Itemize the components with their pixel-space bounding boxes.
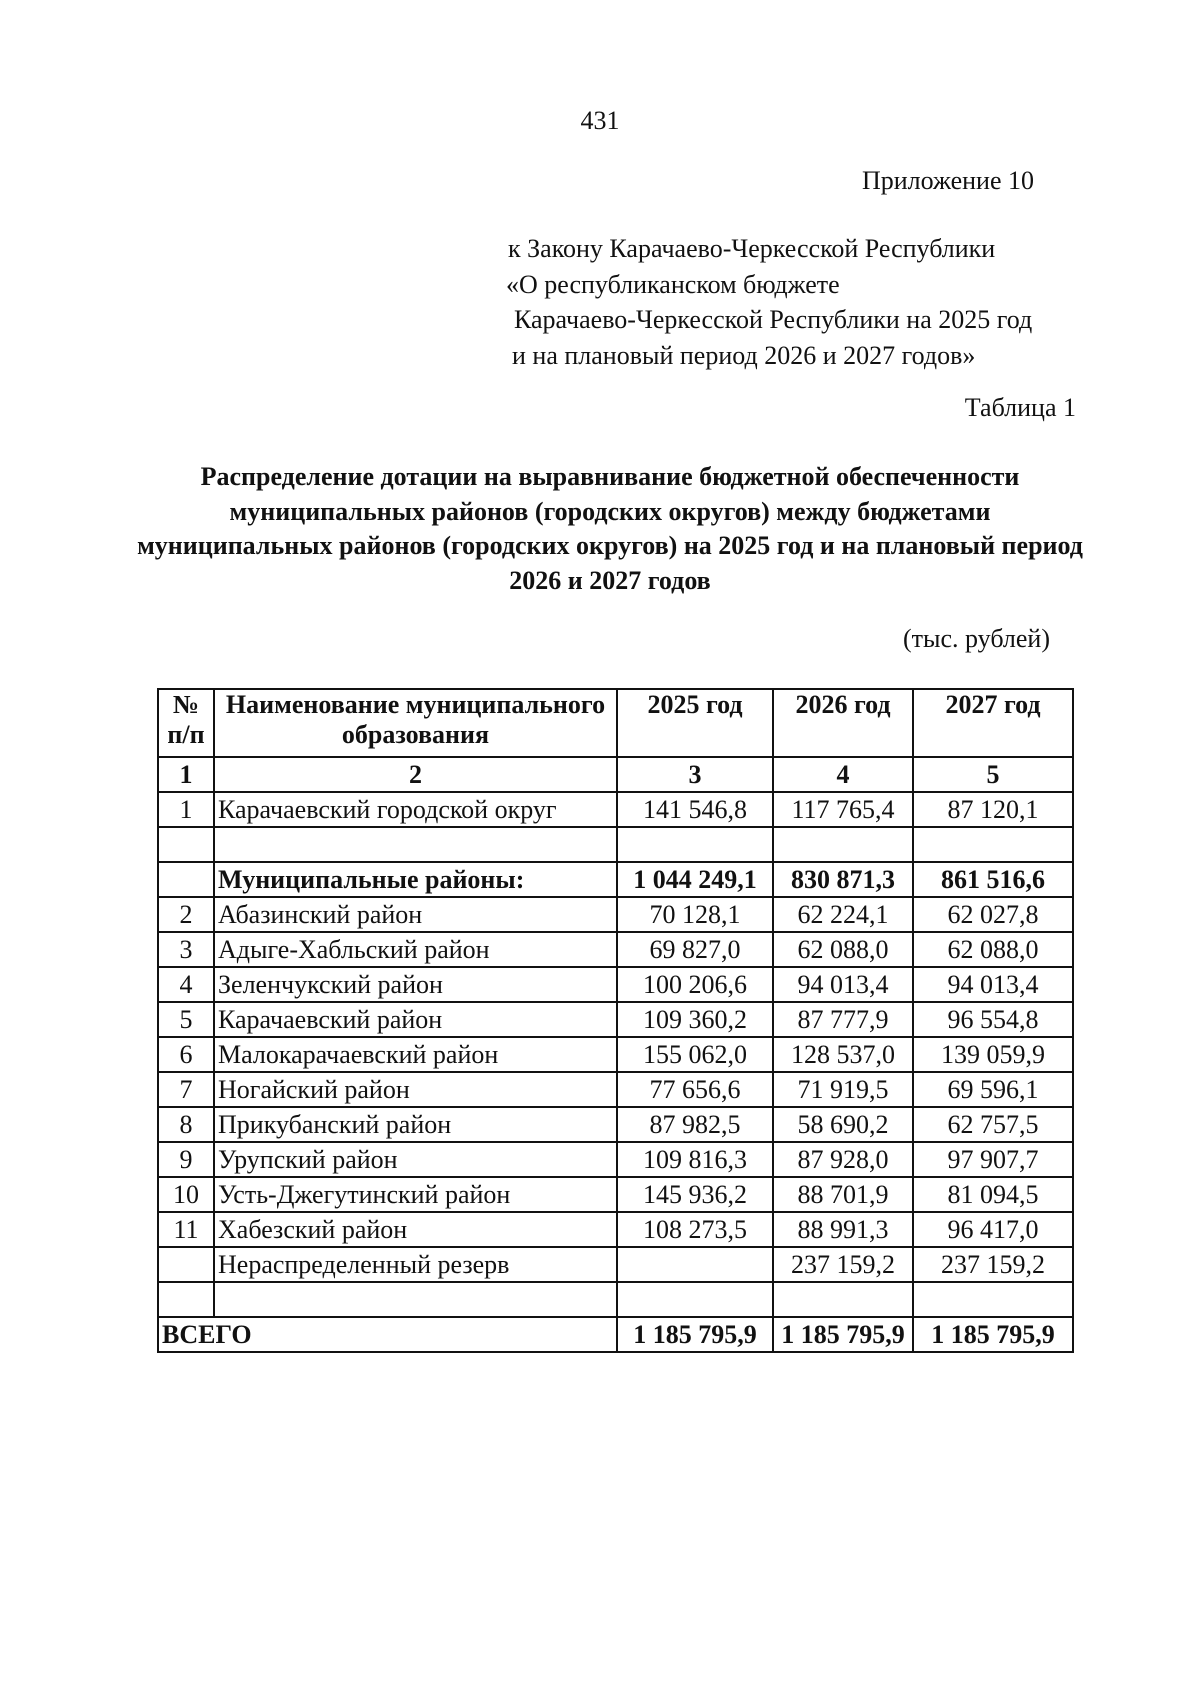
row-number: 9 (158, 1142, 214, 1177)
table-row (158, 1247, 1073, 1282)
row-2025: 109 360,2 (617, 1002, 773, 1037)
row-name: Нераспределенный резерв (214, 1247, 617, 1282)
table-label: Таблица 1 (964, 393, 1076, 422)
row-2026: 830 871,3 (773, 862, 913, 897)
row-2026: 88 991,3 (773, 1212, 913, 1247)
row-2025: 100 206,6 (617, 967, 773, 1002)
row-2025 (617, 827, 773, 862)
table-row (158, 1072, 1073, 1107)
law-reference (508, 231, 1032, 373)
row-2026: 87 777,9 (773, 1002, 913, 1037)
row-2025: 108 273,5 (617, 1212, 773, 1247)
row-2026 (773, 1282, 913, 1317)
row-name: Усть-Джегутинский район (214, 1177, 617, 1212)
units-label: (тыс. рублей) (902, 624, 1050, 653)
row-number (158, 1282, 214, 1317)
row-2027: 139 059,9 (913, 1037, 1073, 1072)
row-2025: 69 827,0 (617, 932, 773, 967)
table-row (158, 1107, 1073, 1142)
row-2027: 62 757,5 (913, 1107, 1073, 1142)
row-2026: 58 690,2 (773, 1107, 913, 1142)
header-number: № п/п (158, 689, 214, 757)
column-number-row (158, 757, 1073, 792)
row-2025 (617, 1282, 773, 1317)
row-name: Карачаевский городской округ (214, 792, 617, 827)
table-header-row (158, 689, 1073, 757)
row-name: Урупский район (214, 1142, 617, 1177)
row-name (214, 1282, 617, 1317)
total-2026: 1 185 795,9 (773, 1317, 913, 1352)
row-2025: 109 816,3 (617, 1142, 773, 1177)
row-2027: 96 417,0 (913, 1212, 1073, 1247)
row-2027: 94 013,4 (913, 967, 1073, 1002)
column-number: 4 (773, 757, 913, 792)
subsidy-table (157, 688, 1074, 1353)
page-number: 431 (580, 106, 620, 135)
table-row (158, 792, 1073, 827)
row-number: 3 (158, 932, 214, 967)
row-name: Хабезский район (214, 1212, 617, 1247)
table-row (158, 967, 1073, 1002)
row-2027: 62 088,0 (913, 932, 1073, 967)
header-2026: 2026 год (773, 689, 913, 757)
row-number: 11 (158, 1212, 214, 1247)
row-number (158, 827, 214, 862)
row-2027: 87 120,1 (913, 792, 1073, 827)
total-row (158, 1317, 1073, 1352)
row-2027: 861 516,6 (913, 862, 1073, 897)
row-name: Адыге-Хабльский район (214, 932, 617, 967)
header-2025: 2025 год (617, 689, 773, 757)
row-2027: 96 554,8 (913, 1002, 1073, 1037)
row-2026: 87 928,0 (773, 1142, 913, 1177)
table-row (158, 1177, 1073, 1212)
row-2027: 69 596,1 (913, 1072, 1073, 1107)
table-row (158, 897, 1073, 932)
row-2026: 88 701,9 (773, 1177, 913, 1212)
row-2026: 62 088,0 (773, 932, 913, 967)
row-number (158, 862, 214, 897)
row-name: Зеленчукский район (214, 967, 617, 1002)
row-number: 1 (158, 792, 214, 827)
law-reference-line: и на плановый период 2026 и 2027 годов» (512, 340, 976, 370)
row-2026: 62 224,1 (773, 897, 913, 932)
row-name: Карачаевский район (214, 1002, 617, 1037)
appendix-label: Приложение 10 (861, 166, 1034, 195)
law-reference-line: «О республиканском бюджете (506, 269, 840, 299)
row-number: 7 (158, 1072, 214, 1107)
row-2025: 155 062,0 (617, 1037, 773, 1072)
header-name: Наименование муниципального образования (214, 689, 617, 757)
row-2027: 237 159,2 (913, 1247, 1073, 1282)
row-2025: 141 546,8 (617, 792, 773, 827)
row-2025: 77 656,6 (617, 1072, 773, 1107)
row-2027: 81 094,5 (913, 1177, 1073, 1212)
table-row (158, 1002, 1073, 1037)
table-row (158, 1142, 1073, 1177)
row-name: Муниципальные районы: (214, 862, 617, 897)
row-2026: 94 013,4 (773, 967, 913, 1002)
column-number: 1 (158, 757, 214, 792)
row-name: Малокарачаевский район (214, 1037, 617, 1072)
row-2026: 71 919,5 (773, 1072, 913, 1107)
row-2027: 97 907,7 (913, 1142, 1073, 1177)
table-row (158, 862, 1073, 897)
table-row (158, 1212, 1073, 1247)
row-number: 2 (158, 897, 214, 932)
row-number: 4 (158, 967, 214, 1002)
column-number: 2 (214, 757, 617, 792)
row-number: 8 (158, 1107, 214, 1142)
column-number: 5 (913, 757, 1073, 792)
row-number (158, 1247, 214, 1282)
header-2027: 2027 год (913, 689, 1073, 757)
total-label: ВСЕГО (158, 1317, 617, 1352)
column-number: 3 (617, 757, 773, 792)
row-2026: 237 159,2 (773, 1247, 913, 1282)
row-name: Прикубанский район (214, 1107, 617, 1142)
row-2025: 1 044 249,1 (617, 862, 773, 897)
row-number: 6 (158, 1037, 214, 1072)
row-2026: 128 537,0 (773, 1037, 913, 1072)
row-2025 (617, 1247, 773, 1282)
row-name: Абазинский район (214, 897, 617, 932)
document-title: Распределение дотации на выравнивание бюджетной обеспеченности муниципальных районов (городских округов) между бюджетами муниципальных районов (городских округов) на 2025 год и на плановый период 2026 и 2027 годов (137, 462, 1083, 595)
table-row (158, 1282, 1073, 1317)
row-number: 5 (158, 1002, 214, 1037)
row-number: 10 (158, 1177, 214, 1212)
law-reference-line: к Закону Карачаево-Черкесской Республики (508, 234, 996, 263)
row-name (214, 827, 617, 862)
table-row (158, 932, 1073, 967)
row-2025: 87 982,5 (617, 1107, 773, 1142)
row-2026 (773, 827, 913, 862)
row-name: Ногайский район (214, 1072, 617, 1107)
law-reference-line: Карачаево-Черкесской Республики на 2025 год (514, 305, 1033, 334)
table-row (158, 1037, 1073, 1072)
row-2027 (913, 827, 1073, 862)
total-2027: 1 185 795,9 (913, 1317, 1073, 1352)
row-2025: 145 936,2 (617, 1177, 773, 1212)
row-2027: 62 027,8 (913, 897, 1073, 932)
row-2026: 117 765,4 (773, 792, 913, 827)
row-2027 (913, 1282, 1073, 1317)
table-row (158, 827, 1073, 862)
total-2025: 1 185 795,9 (617, 1317, 773, 1352)
row-2025: 70 128,1 (617, 897, 773, 932)
